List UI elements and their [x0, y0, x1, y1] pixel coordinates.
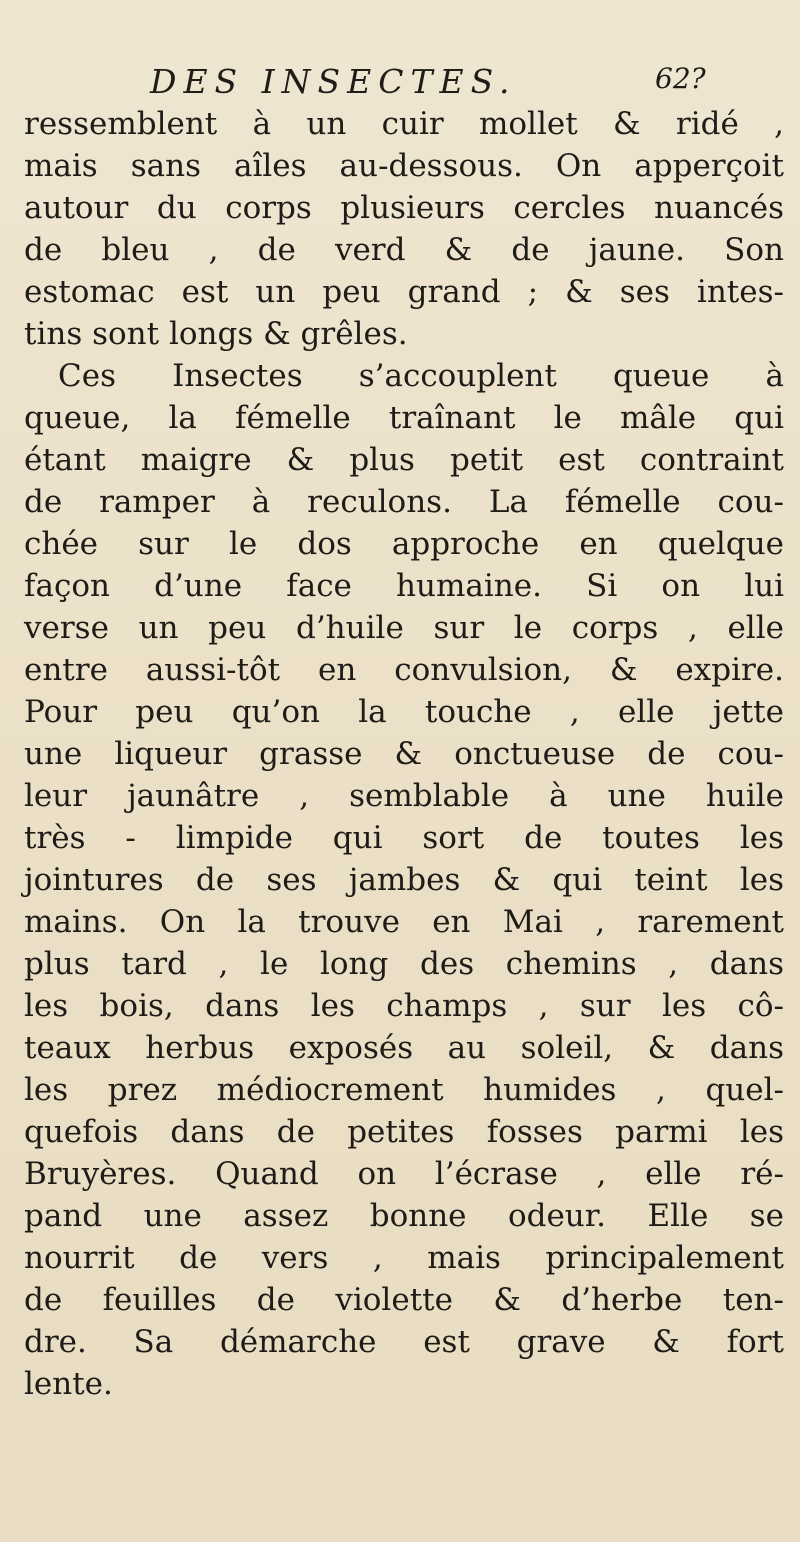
text-line: très - limpide qui sort de toutes les: [24, 820, 784, 856]
paragraph-first-line: Ces Insectes s’accouplent queue à: [58, 358, 784, 394]
text-line: lente.: [24, 1366, 113, 1402]
text-line: chée sur le dos approche en quelque: [24, 526, 784, 562]
text-line: de ramper à reculons. La fémelle cou-: [24, 484, 784, 520]
text-line: de bleu , de verd & de jaune. Son: [24, 232, 784, 268]
body-text: [24, 103, 784, 1405]
text-line: une liqueur grasse & onctueuse de cou-: [24, 736, 784, 772]
text-line: de feuilles de violette & d’herbe ten-: [24, 1282, 784, 1318]
running-title: DES INSECTES.: [150, 62, 517, 101]
text-line: tins sont longs & grêles.: [24, 316, 408, 352]
text-line: Bruyères. Quand on l’écrase , elle ré-: [24, 1156, 784, 1192]
text-line: ressemblent à un cuir mollet & ridé ,: [24, 106, 784, 142]
text-line: entre aussi-tôt en convulsion, & expire.: [24, 652, 784, 688]
text-line: Pour peu qu’on la touche , elle jette: [24, 694, 784, 730]
text-line: dre. Sa démarche est grave & fort: [24, 1324, 784, 1360]
text-line: verse un peu d’huile sur le corps , elle: [24, 610, 784, 646]
text-line: les prez médiocrement humides , quel-: [24, 1072, 784, 1108]
text-line: mais sans aîles au-dessous. On apperçoit: [24, 148, 784, 184]
text-line: nourrit de vers , mais principalement: [24, 1240, 784, 1276]
text-line: mains. On la trouve en Mai , rarement: [24, 904, 784, 940]
text-line: quefois dans de petites fosses parmi les: [24, 1114, 784, 1150]
text-line: pand une assez bonne odeur. Elle se: [24, 1198, 784, 1234]
text-line: queue, la fémelle traînant le mâle qui: [24, 400, 784, 436]
text-line: les bois, dans les champs , sur les cô-: [24, 988, 784, 1024]
text-line: façon d’une face humaine. Si on lui: [24, 568, 784, 604]
text-line: teaux herbus exposés au soleil, & dans: [24, 1030, 784, 1066]
text-line: jointures de ses jambes & qui teint les: [24, 862, 784, 898]
text-line: leur jaunâtre , semblable à une huile: [24, 778, 784, 814]
running-head: [90, 62, 790, 102]
page-number: 62?: [655, 62, 706, 95]
text-line: plus tard , le long des chemins , dans: [24, 946, 784, 982]
text-line: étant maigre & plus petit est contraint: [24, 442, 784, 478]
text-line: estomac est un peu grand ; & ses intes-: [24, 274, 784, 310]
text-line: autour du corps plusieurs cercles nuancés: [24, 190, 784, 226]
